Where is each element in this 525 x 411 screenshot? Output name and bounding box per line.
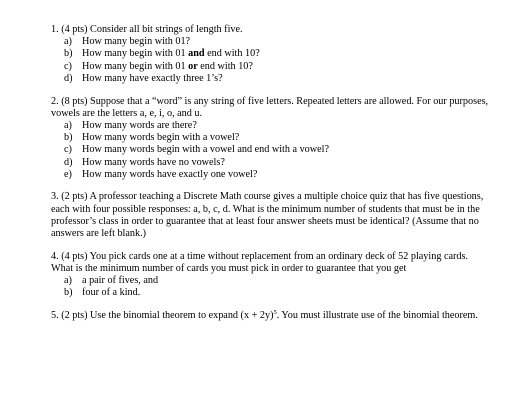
list-item [51,73,491,85]
list-item [51,36,491,48]
part-text: a pair of fives, and [82,275,159,287]
part-label: c) [64,144,72,156]
problem-2-parts [51,120,491,181]
problem-4 [51,251,491,300]
problem-number: 2. [51,95,59,107]
problem-5-prompt [51,310,491,322]
problem-number: 3. [51,191,59,203]
part-text: How many words are there? [82,119,197,131]
list-item [51,48,491,60]
list-item [51,144,491,156]
problem-text: (4 pts) Consider all bit strings of length five. [61,24,243,35]
problem-text: (4 pts) You pick cards one at a time without replacement from an ordinary deck of 52 playing cards. What is the minimum number of cards you must pick in order to guarantee that you get [51,250,469,274]
part-label: b) [64,48,73,60]
part-text: four of a kind. [82,287,141,299]
part-text: How many begin with 01? [82,36,191,48]
part-label: c) [64,60,72,72]
problem-4-parts [51,275,491,299]
part-text-pre: How many begin with 01 [82,48,189,60]
part-text-emphasis: and [188,48,205,60]
part-label: d) [64,156,73,168]
part-text-post: end with 10? [197,60,253,72]
problem-number: 4. [51,250,59,262]
list-item [51,287,491,299]
part-text: How many words have exactly one vowel? [82,168,258,180]
problem-text: (8 pts) Suppose that a “word” is any string of five letters. Repeated letters are allowed. For our purposes, vowels are the letters a, e, i, o, and u. [51,95,489,119]
problem-3-prompt [51,191,491,240]
list-item [51,120,491,132]
part-text: How many words begin with a vowel? [82,132,240,144]
part-text: How many have exactly three 1’s? [82,72,223,84]
part-label: b) [64,287,73,299]
problem-number: 5. [51,310,59,322]
part-text-post: end with 10? [204,48,260,60]
list-item [51,157,491,169]
problem-text-post: . You must illustrate use of the binomial theorem. [276,310,478,322]
problem-1 [51,24,491,85]
problem-number: 1. [51,24,59,35]
list-item [51,275,491,287]
list-item [51,132,491,144]
problem-text-pre: (2 pts) Use the binomial theorem to expand (x + 2y) [61,310,274,322]
part-text-emphasis: or [188,60,198,72]
part-text: How many words begin with a vowel and end with a vowel? [82,144,329,156]
part-text: How many words have no vowels? [82,156,225,168]
problem-3 [51,191,491,240]
problem-1-prompt [51,24,491,36]
problem-5 [51,310,491,322]
exponent: 5 [273,309,277,317]
problem-4-prompt [51,251,491,275]
list-item [51,61,491,73]
list-item [51,169,491,181]
part-label: d) [64,72,73,84]
part-text-pre: How many begin with 01 [82,60,189,72]
part-label: a) [64,36,72,48]
part-label: a) [64,119,72,131]
part-label: a) [64,275,72,287]
part-label: b) [64,132,73,144]
part-label: e) [64,168,72,180]
problem-2-prompt [51,96,491,120]
document-page [51,24,491,333]
problem-text: (2 pts) A professor teaching a Discrete Math course gives a multiple choice quiz that has five questions, each with four possible responses: a, b, c, d. What is the minimum number of students that must be in the professor’s class in order to guarantee that at least four answer sheets must be identical? (Assume that no answers are left blank.) [51,191,484,240]
problem-1-parts [51,36,491,85]
problem-2 [51,96,491,181]
